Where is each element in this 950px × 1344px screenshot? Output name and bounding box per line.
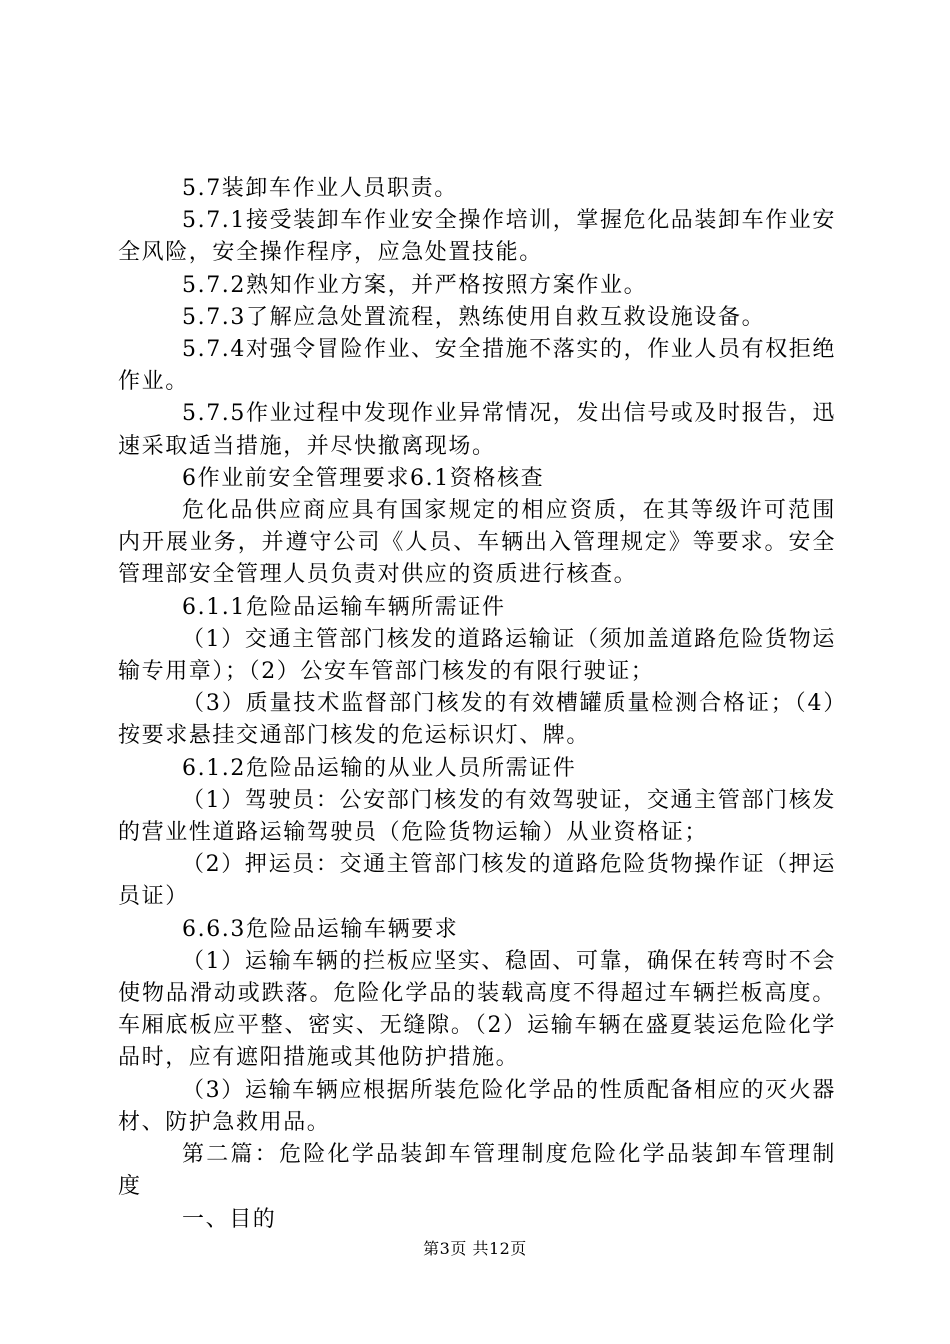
- paragraph-vehicle-requirements-3: （3）运输车辆应根据所装危险化学品的性质配备相应的灭火器材、防护急救用品。: [118, 1077, 836, 1135]
- page-number-footer: 第3页 共12页: [423, 1239, 527, 1258]
- paragraph-driver-documents: （1）驾驶员：公安部门核发的有效驾驶证，交通主管部门核发的营业性道路运输驾驶员（危险货物运输）从业资格证；: [118, 787, 836, 846]
- paragraph-5-7-4: 5.7.4对强令冒险作业、安全措施不落实的，作业人员有权拒绝作业。: [118, 337, 836, 395]
- paragraph-vehicle-requirements-1-2: （1）运输车辆的拦板应坚实、稳固、可靠，确保在转弯时不会使物品滑动或跌落。危险化学品的装载高度不得超过车辆拦板高度。车厢底板应平整、密实、无缝隙。（2）运输车辆在盛夏装运危险化学品时，应有遮阳措施或其他防护措施。: [118, 948, 836, 1071]
- section-heading-6-1-1: 6.1.1危险品运输车辆所需证件: [182, 594, 506, 620]
- section-heading-purpose: 一、目的: [182, 1206, 277, 1232]
- section-heading-5-7: 5.7装卸车作业人员职责。: [182, 176, 458, 201]
- section-heading-6: 6作业前安全管理要求6.1资格核查: [182, 465, 545, 491]
- paragraph-5-7-3: 5.7.3了解应急处置流程，熟练使用自救互救设施设备。: [182, 304, 766, 330]
- section-heading-6-1-2: 6.1.2危险品运输的从业人员所需证件: [182, 755, 577, 781]
- section-heading-6-6-3: 6.6.3危险品运输车辆要求: [182, 916, 459, 942]
- document-body: [118, 173, 836, 1236]
- paragraph-5-7-5: 5.7.5作业过程中发现作业异常情况，发出信号或及时报告，迅速采取适当措施，并尽快撤离现场。: [118, 401, 836, 459]
- paragraph-escort-documents: （2）押运员：交通主管部门核发的道路危险货物操作证（押运员证）: [118, 852, 836, 910]
- paragraph-5-7-2: 5.7.2熟知作业方案，并严格按照方案作业。: [182, 272, 648, 298]
- chapter-heading-part-two: 第二篇：危险化学品装卸车管理制度危险化学品装卸车管理制度: [118, 1142, 836, 1200]
- paragraph-5-7-1: 5.7.1接受装卸车作业安全操作培训，掌握危化品装卸车作业安全风险，安全操作程序，应急处置技能。: [118, 208, 836, 266]
- paragraph-vehicle-documents-3-4: （3）质量技术监督部门核发的有效槽罐质量检测合格证；（4）按要求悬挂交通部门核发的危运标识灯、牌。: [118, 691, 836, 749]
- paragraph-supplier-qualification: 危化品供应商应具有国家规定的相应资质，在其等级许可范围内开展业务，并遵守公司《人员、车辆出入管理规定》等要求。安全管理部安全管理人员负责对供应的资质进行核查。: [118, 498, 836, 588]
- paragraph-vehicle-documents-1-2: （1）交通主管部门核发的道路运输证（须加盖道路危险货物运输专用章）；（2）公安车管部门核发的有限行驶证；: [118, 626, 836, 685]
